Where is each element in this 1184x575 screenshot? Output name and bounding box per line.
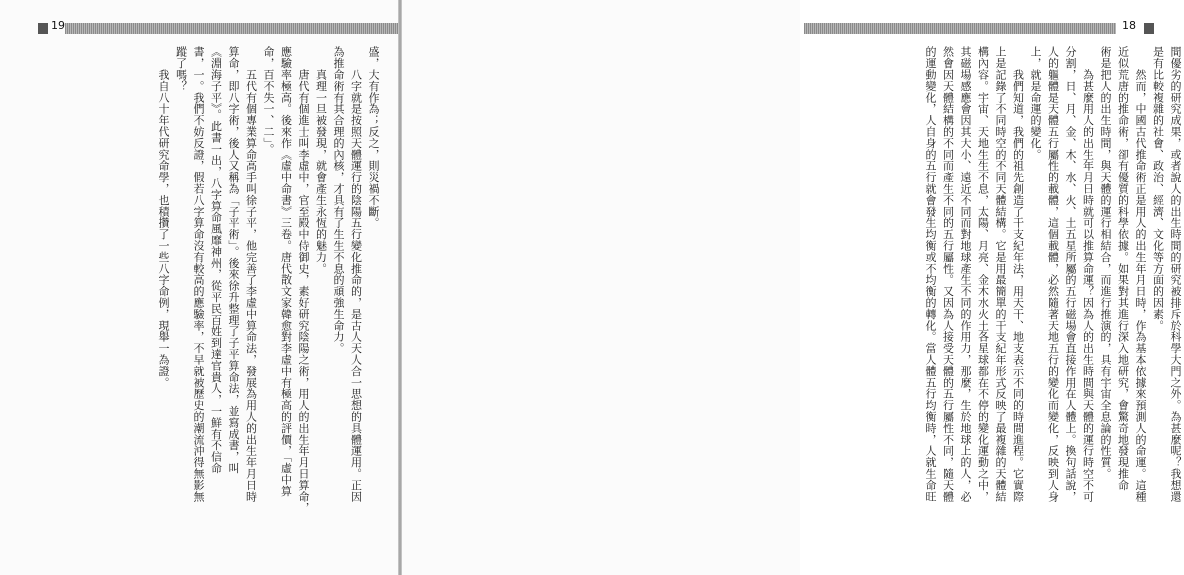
text-column: 八字就是按照天體運行的陰陽五行變化推命的，是古人天人合一思想的具體運用。正因	[349, 46, 363, 502]
right-text-columns	[824, 46, 1184, 546]
text-column: 術是把人的出生時間，與天體的運行相結合，而進行推演的，具有宇宙全息論的性質。	[1099, 46, 1112, 480]
text-column: 《淵海子平》。此書一出，八字算命風靡神州，從平民百姓到達官貴人，一鮮有不信命	[209, 46, 223, 474]
text-column: 其磁場感應會因其大小、遠近不同而對地球產生不同的作用力，那麼，生於地球上的人，必	[959, 46, 972, 502]
text-column: 近似荒唐的推命術，卻有優質的科學依據。如果對其進行深入地研究，會驚奇地發現推命	[1116, 46, 1130, 491]
text-column: 真理一旦被發現，就會產生永恆的魅力。	[314, 46, 328, 274]
left-page-number: 19	[51, 19, 65, 32]
text-column: 書，一。我們不妨反證，假若八字算命沒有較高的應驗率，不早就被歷史的潮流沖得無影無	[192, 46, 205, 502]
right-header-bar	[804, 23, 1116, 34]
text-column: 我自八十年代研究命學，也積攢了一些八字命例，現舉一為證。	[157, 46, 170, 388]
text-column: 分割，日、月、金、木、水、火、土五星所屬的五行磁場會直接作用在人體上。換句話說，	[1064, 46, 1077, 502]
right-page-number: 18	[1122, 19, 1136, 32]
right-page	[402, 0, 1182, 575]
text-column: 構內容。宇宙、天地生生不息，太陽、月亮、金木水火土各星球都在不停的變化運動之中，	[976, 46, 990, 502]
text-column: 盛，大有作為；反之，則災禍不斷。	[367, 46, 380, 229]
left-text-columns	[82, 46, 382, 546]
text-column: 蹤了嗎？	[174, 46, 188, 92]
text-column: 然而，中國古代推命術正是用人的出生年月日時，作為基本依據來預測人的命運。這種	[1134, 46, 1147, 502]
text-column: 上是記錄了不同時空的不同天體結構。它是用最簡單的干支紀年形式反映了最複雜的天體結	[994, 46, 1007, 502]
text-column: 然會因天體結構的不同而產生不同的五行屬性。又因為人接受天體的五行屬性不同，隨天體	[941, 46, 955, 502]
text-column: 命，百不失一、二」。	[262, 46, 275, 155]
text-column: 間優劣的研究成果，或者說人的出生時間的研究被排斥於科學大門之外。為甚麼呢？我想還	[1169, 46, 1182, 502]
text-column: 是有比較複雜的社會、政治、經濟、文化等方面的因素。	[1151, 46, 1165, 331]
text-column: 應驗率極高。後來作《虛中命書》三卷。唐代散文家韓愈對李虛中有極高的評價，「虛中算	[279, 46, 293, 497]
right-page-number-marker	[1144, 23, 1154, 34]
left-page-number-marker	[38, 23, 48, 34]
text-column: 人的軀體是天體五行屬性的載體，這個載體，必然隨著天地五行的變化而變化，反映到人身	[1046, 46, 1060, 502]
text-column: 五代有個專業算命高手叫徐子平，他完善了李虛中算命法，發展為用人的出生年月日時	[244, 46, 258, 502]
text-column: 的運動變化，人自身的五行就會發生均衡或不均衡的轉化。當人體五行均衡時，人就生命旺	[924, 46, 937, 502]
left-header-bar	[65, 23, 398, 34]
left-page	[0, 0, 398, 575]
text-column: 算命，即八字術，後人又稱為「子平術」。後來徐升整理了子平算命法，並寫成書，叫	[227, 46, 240, 474]
text-column: 我們知道，我們的祖先創造了干支紀年法，用天干、地支表示不同的時間進程。它實際	[1011, 46, 1025, 502]
text-column: 為推命術有其合理的內核，才具有了生生不息的頑強生命力。	[332, 46, 345, 354]
text-column: 上，就是命運的變化。	[1029, 46, 1042, 160]
text-column: 為甚麼用人的出生年月日時就可以推算命運？因為人的出生時間與天體的運行時空不可	[1081, 46, 1095, 502]
text-column: 唐代有個進士叫李虛中，官至殿中侍御史，素好研究陰陽之術，用人的出生年月日算命，	[297, 46, 310, 514]
